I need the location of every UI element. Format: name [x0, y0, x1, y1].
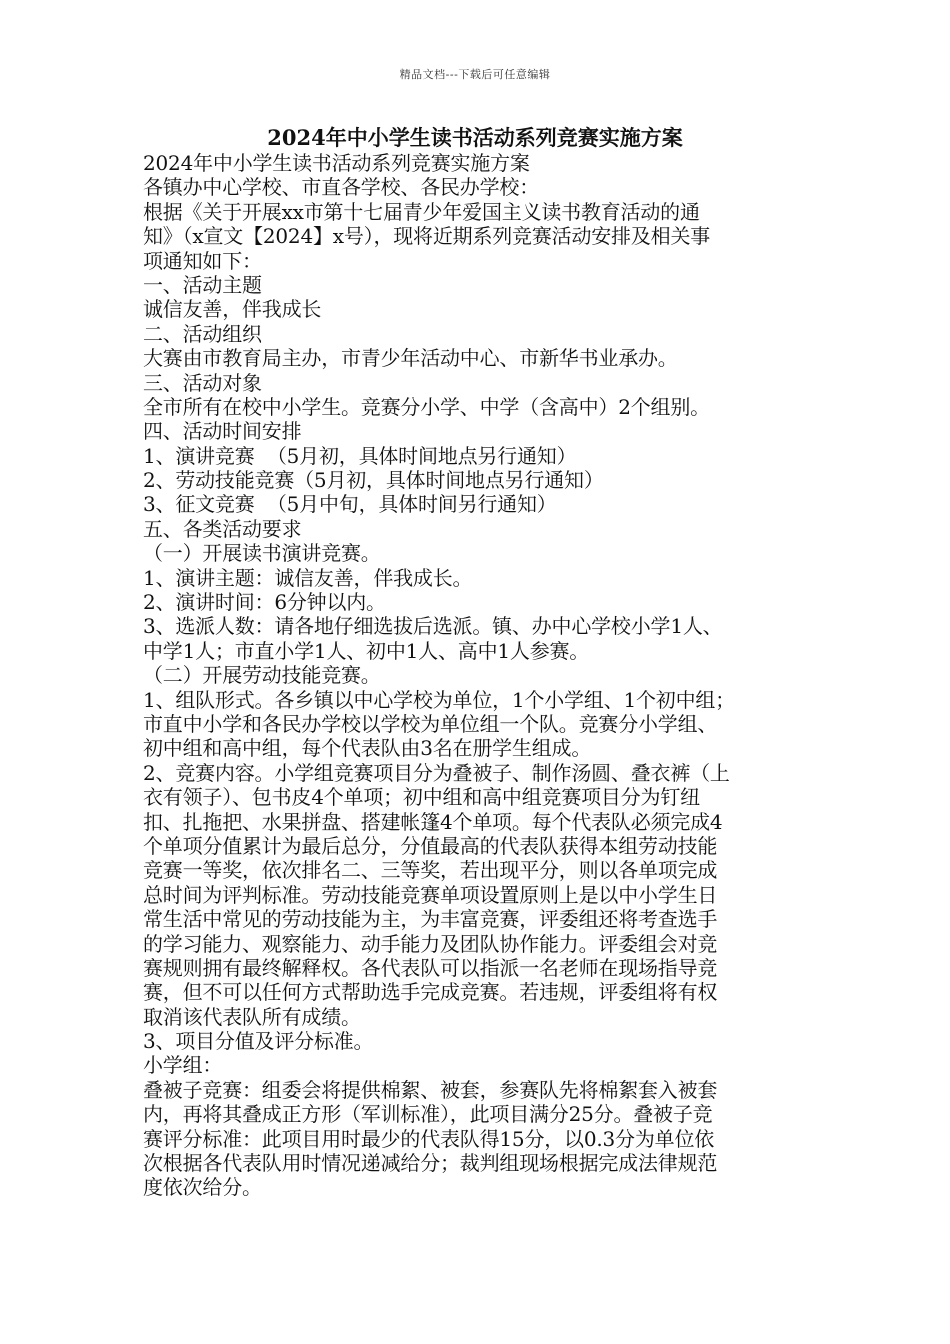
body-line: 2、劳动技能竞赛（5月初，具体时间地点另行通知）: [143, 468, 604, 493]
body-line: 大赛由市教育局主办，市青少年活动中心、市新华书业承办。: [143, 346, 678, 371]
body-line: 2、竞赛内容。小学组竞赛项目分为叠被子、制作汤圆、叠衣裤（上: [143, 760, 730, 785]
body-line: 内，再将其叠成正方形（军训标准），此项目满分25分。叠被子竞: [143, 1102, 713, 1127]
body-line: 竞赛一等奖，依次排名二、三等奖，若出现平分，则以各单项完成: [143, 858, 718, 883]
body-line: 项通知如下：: [143, 248, 262, 273]
body-line: 衣有领子）、包书皮4个单项；初中组和高中组竞赛项目分为钉纽: [143, 785, 700, 810]
body-line: 全市所有在校中小学生。竞赛分小学、中学（含高中）2个组别。: [143, 394, 710, 419]
document-body: [143, 151, 815, 1200]
body-line: 赛，但不可以任何方式帮助选手完成竞赛。若违规，评委组将有权: [143, 980, 718, 1005]
page-header-note: 精品文档---下载后可任意编辑: [399, 68, 551, 81]
section-heading: 四、活动时间安排: [143, 419, 302, 444]
body-line: 3、项目分值及评分标准。: [143, 1029, 374, 1054]
body-line: 3、征文竞赛 （5月中旬，具体时间另行通知）: [143, 492, 557, 517]
body-line: 赛规则拥有最终解释权。各代表队可以指派一名老师在现场指导竞: [143, 955, 718, 980]
body-line: 诚信友善，伴我成长: [143, 297, 322, 322]
body-line: 个单项分值累计为最后总分，分值最高的代表队获得本组劳动技能: [143, 833, 718, 858]
body-line: 小学组：: [143, 1053, 223, 1078]
body-line: 2、演讲时间：6分钟以内。: [143, 590, 386, 615]
subsection-heading: （一）开展读书演讲竞赛。: [143, 541, 381, 566]
document-title: 2024年中小学生读书活动系列竞赛实施方案: [267, 125, 683, 150]
body-line: 1、组队形式。各乡镇以中心学校为单位，1个小学组、1个初中组；: [143, 687, 735, 712]
body-line: 取消该代表队所有成绩。: [143, 1004, 361, 1029]
body-line: 赛评分标准：此项目用时最少的代表队得15分，以0.3分为单位依: [143, 1126, 715, 1151]
body-line: 初中组和高中组，每个代表队由3名在册学生组成。: [143, 736, 592, 761]
body-line: 总时间为评判标准。劳动技能竞赛单项设置原则上是以中小学生日: [143, 882, 718, 907]
body-line: 度依次给分。: [143, 1175, 262, 1200]
body-line: 1、演讲竞赛 （5月初，具体时间地点另行通知）: [143, 443, 577, 468]
body-line: 常生活中常见的劳动技能为主，为丰富竞赛，评委组还将考查选手: [143, 907, 718, 932]
section-heading: 五、各类活动要求: [143, 516, 302, 541]
section-heading: 二、活动组织: [143, 321, 262, 346]
subsection-heading: （二）开展劳动技能竞赛。: [143, 663, 381, 688]
section-heading: 三、活动对象: [143, 370, 262, 395]
body-line: 各镇办中心学校、市直各学校、各民办学校：: [143, 175, 539, 200]
body-line: 中学1人；市直小学1人、初中1人、高中1人参赛。: [143, 638, 590, 663]
body-line: 3、选派人数：请各地仔细选拔后选派。镇、办中心学校小学1人、: [143, 614, 723, 639]
body-line: 根据《关于开展xx市第十七届青少年爱国主义读书教育活动的通: [143, 199, 700, 224]
body-line: 的学习能力、观察能力、动手能力及团队协作能力。评委组会对竞: [143, 931, 718, 956]
body-line: 扣、扎拖把、水果拼盘、搭建帐篷4个单项。每个代表队必须完成4: [143, 809, 723, 834]
body-line: 次根据各代表队用时情况递减给分；裁判组现场根据完成法律规范: [143, 1151, 718, 1176]
body-line: 市直中小学和各民办学校以学校为单位组一个队。竞赛分小学组、: [143, 711, 718, 736]
body-line: 叠被子竞赛：组委会将提供棉絮、被套，参赛队先将棉絮套入被套: [143, 1077, 718, 1102]
body-line: 知》（x宣文【2024】x号），现将近期系列竞赛活动安排及相关事: [143, 224, 711, 249]
section-heading: 一、活动主题: [143, 272, 262, 297]
body-line: 2024年中小学生读书活动系列竞赛实施方案: [143, 151, 530, 175]
body-line: 1、演讲主题：诚信友善，伴我成长。: [143, 565, 473, 590]
